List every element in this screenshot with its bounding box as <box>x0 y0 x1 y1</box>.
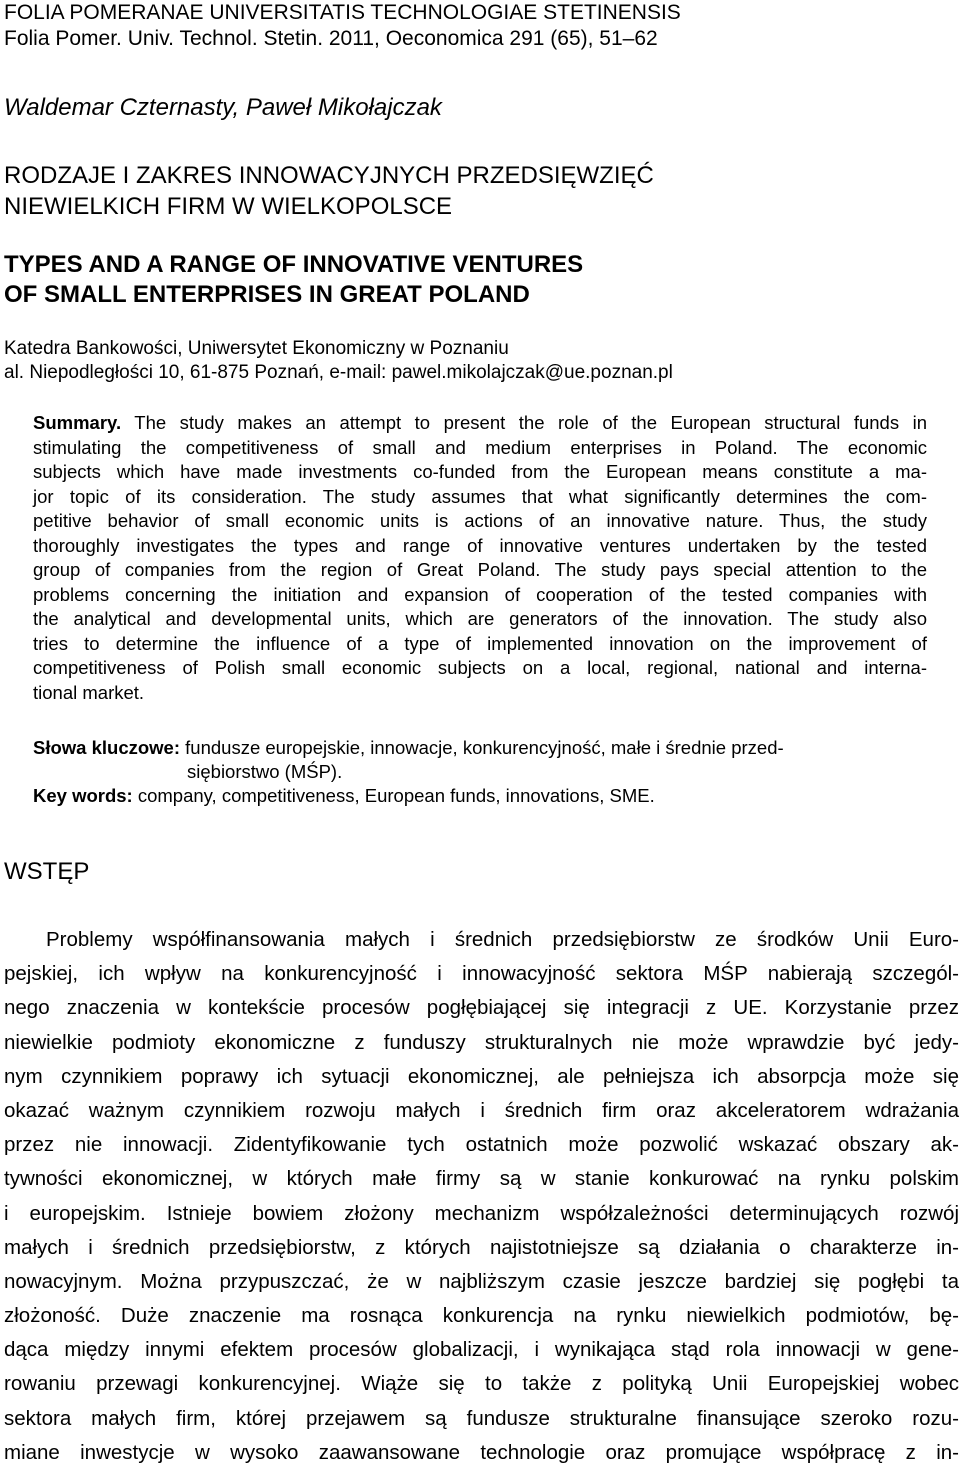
body-line: przez nie innowacji. Zidentyfikowanie tych ostatnich może pozwolić wskazać obszary ak- <box>4 1133 959 1157</box>
authors: Waldemar Czternasty, Paweł Mikołajczak <box>4 94 442 121</box>
summary-line: tional market. <box>33 681 145 703</box>
summary-line: group of companies from the region of Great Poland. The study pays special attention to the <box>33 559 927 580</box>
summary-abstract <box>33 411 927 705</box>
keywords-polish-text: fundusze europejskie, innowacje, konkurencyjność, małe i średnie przed- <box>185 737 784 758</box>
body-line: dąca między innymi efektem procesów globalizacji, i wynikająca stąd rola innowacji w gene- <box>4 1338 959 1362</box>
body-line: małych i średnich przedsiębiorstw, z których najistotniejsze są działania o charakterze in- <box>4 1235 959 1259</box>
summary-line: petitive behavior of small economic units is actions of an innovative nature. Thus, the study <box>33 510 927 531</box>
body-line: nego znaczenia w kontekście procesów pogłębiającej się integracji z UE. Korzystanie przez <box>4 996 959 1020</box>
body-line: pejskiej, ich wpływ na konkurencyjność i innowacyjność sektora MŚP nabierają szczegól- <box>4 962 959 986</box>
section-heading: WSTĘP <box>4 858 90 885</box>
summary-line: thoroughly investigates the types and range of innovative ventures undertaken by the tested <box>33 534 927 556</box>
keywords-polish-label: Słowa kluczowe: <box>33 737 181 758</box>
body-line: nowacyjnym. Można przypuszczać, że w najbliższym czasie jeszcze bardziej się pogłębi ta <box>4 1269 959 1293</box>
summary-line-text: The study makes an attempt to present the role of the European structural funds in <box>134 412 927 433</box>
body-line: miane inwestycje w wysoko zaawansowane technologie oraz promujące współpracę z in- <box>4 1440 959 1464</box>
summary-line: problems concerning the initiation and expansion of cooperation of the tested companies with <box>33 583 927 605</box>
journal-title: FOLIA POMERANAE UNIVERSITATIS TECHNOLOGIAE STETINENSIS <box>4 1 681 24</box>
affiliation-line: Katedra Bankowości, Uniwersytet Ekonomiczny w Poznaniu <box>4 338 509 359</box>
summary-line: subjects which have made investments co-funded from the European means constitute a ma- <box>33 461 927 482</box>
body-line: rowaniu przewagi konkurencyjnej. Wiąże się to także z polityką Unii Europejskiej wobec <box>4 1372 959 1396</box>
keywords-english-label: Key words: <box>33 785 133 806</box>
body-line: i europejskim. Istnieje bowiem złożony mechanizm współzależności determinujących rozwój <box>4 1201 959 1225</box>
affiliation-line: al. Niepodległości 10, 61-875 Poznań, e-mail: pawel.mikolajczak@ue.poznan.pl <box>4 362 673 383</box>
body-line: tywności ekonomicznej, w których małe firmy są w stanie konkurować na rynku polskim <box>4 1167 959 1191</box>
title-english-line: TYPES AND A RANGE OF INNOVATIVE VENTURES <box>4 251 584 278</box>
title-polish-line: NIEWIELKICH FIRM W WIELKOPOLSCE <box>4 193 453 220</box>
summary-line: the analytical and developmental units, which are generators of the innovation. The study also <box>33 608 927 629</box>
summary-line: jor topic of its consideration. The study assumes that what significantly determines the com- <box>33 485 927 507</box>
body-line: okazać ważnym czynnikiem rozwoju małych i średnich firm oraz akceleratorem wdrażania <box>4 1098 959 1122</box>
body-line: niewielkie podmioty ekonomiczne z funduszy strukturalnych nie może wprawdzie być jedy- <box>4 1030 959 1054</box>
body-line: Problemy współfinansowania małych i średnich przedsiębiorstw ze środków Unii Euro- <box>46 928 959 951</box>
body-line: sektora małych firm, której przejawem są fundusze strukturalne finansujące szeroko rozu- <box>4 1406 959 1430</box>
body-line: złożoność. Duże znaczenie ma rosnąca konkurencja na rynku niewielkich podmiotów, bę- <box>4 1304 959 1328</box>
summary-line: competitiveness of Polish small economic subjects on a local, regional, national and interna- <box>33 657 927 678</box>
keywords-english <box>33 785 655 807</box>
body-line: nym czynnikiem poprawy ich sytuacji ekonomicznej, ale pełniejsza ich absorpcja może się <box>4 1064 959 1088</box>
summary-label: Summary. <box>33 412 122 433</box>
summary-line: stimulating the competitiveness of small and medium enterprises in Poland. The economic <box>33 436 927 458</box>
summary-line <box>33 411 927 436</box>
keywords-polish-continuation: siębiorstwo (MŚP). <box>187 761 343 782</box>
keywords-english-text: company, competitiveness, European funds, innovations, SME. <box>137 785 655 806</box>
keywords-polish <box>33 737 784 759</box>
title-polish-line: RODZAJE I ZAKRES INNOWACYJNYCH PRZEDSIĘWZIĘĆ <box>4 162 654 189</box>
title-english-line: OF SMALL ENTERPRISES IN GREAT POLAND <box>4 281 530 308</box>
section-body <box>4 923 959 1470</box>
summary-line: tries to determine the influence of a type of implemented innovation on the improvement of <box>33 632 927 654</box>
journal-citation: Folia Pomer. Univ. Technol. Stetin. 2011, Oeconomica 291 (65), 51–62 <box>4 27 658 50</box>
